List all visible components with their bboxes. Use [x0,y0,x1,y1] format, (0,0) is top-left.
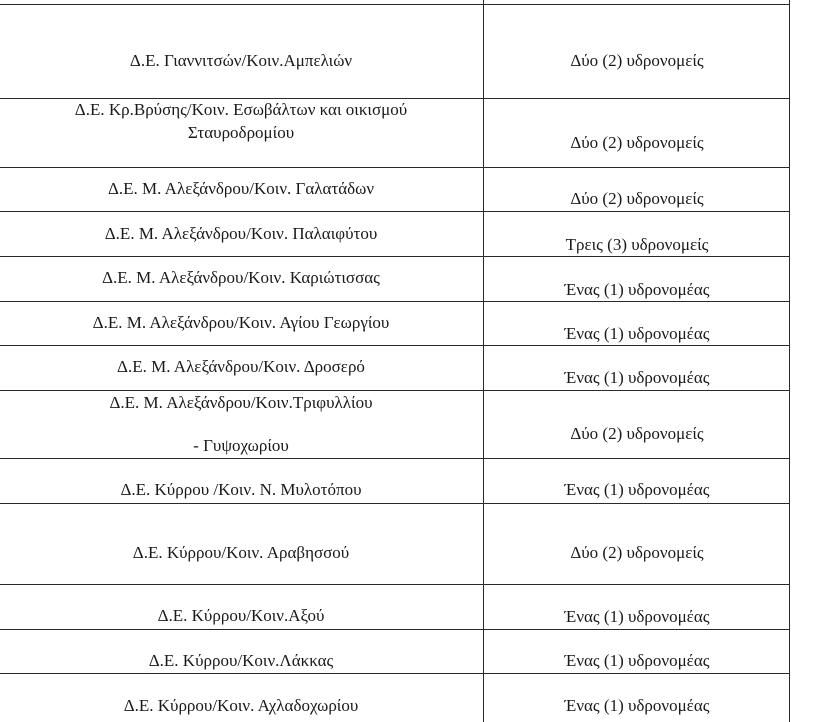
count-cell: Δύο (2) υδρονομείς [570,189,704,208]
count-cell: Ένας (1) υδρονομέας [564,368,710,387]
area-cell: Δ.Ε. Γιαννιτσών/Κοιν.Αμπελιών [129,51,353,70]
row-divider [0,301,790,302]
count-cell: Ένας (1) υδρονομέας [564,280,710,299]
area-cell: Δ.Ε. Μ. Αλεξάνδρου/Κοιν. Δροσερό [117,357,365,376]
area-cell-line2: - Γυψοχωρίου [193,436,289,455]
count-cell: Ένας (1) υδρονομέας [564,607,710,626]
area-cell-line1: Δ.Ε. Μ. Αλεξάνδρου/Κοιν.Τριφυλλίου [109,393,373,412]
row-divider [0,584,790,585]
count-cell: Ένας (1) υδρονομέας [564,480,710,499]
area-cell: Δ.Ε. Μ. Αλεξάνδρου/Κοιν. Αγίου Γεωργίου [92,313,390,332]
count-cell: Ένας (1) υδρονομέας [564,696,710,715]
count-cell: Δύο (2) υδρονομείς [570,51,704,70]
area-cell: Δ.Ε. Κύρρου /Κοιν. Ν. Μυλοτόπου [120,480,362,499]
area-cell-line2: Σταυροδρομίου [187,123,295,142]
area-cell: Δ.Ε. Κύρρου/Κοιν.Αξού [157,606,325,625]
count-cell: Δύο (2) υδρονομείς [570,543,704,562]
area-cell: Δ.Ε. Κύρρου/Κοιν. Αραβησσού [132,543,350,562]
area-cell-line1: Δ.Ε. Κρ.Βρύσης/Κοιν. Εσωβάλτων και οικισμού [74,100,408,119]
row-divider [0,503,790,504]
row-divider [0,4,790,5]
area-cell: Δ.Ε. Μ. Αλεξάνδρου/Κοιν. Γαλατάδων [107,179,375,198]
row-divider [0,256,790,257]
count-cell: Ένας (1) υδρονομέας [564,651,710,670]
count-cell: Ένας (1) υδρονομέας [564,324,710,343]
row-divider [0,211,790,212]
row-divider [0,673,790,674]
row-divider [0,345,790,346]
area-cell: Δ.Ε. Κύρρου/Κοιν.Λάκκας [148,651,334,670]
row-divider [0,629,790,630]
area-cell: Δ.Ε. Μ. Αλεξάνδρου/Κοιν. Παλαιφύτου [104,224,378,243]
row-divider [0,167,790,168]
count-cell: Τρεις (3) υδρονομείς [565,235,709,254]
count-cell: Δύο (2) υδρονομείς [570,424,704,443]
area-cell: Δ.Ε. Κύρρου/Κοιν. Αχλαδοχωρίου [123,696,359,715]
row-divider [0,390,790,391]
area-cell: Δ.Ε. Μ. Αλεξάνδρου/Κοιν. Καριώτισσας [102,268,380,287]
row-divider [0,458,790,459]
count-cell: Δύο (2) υδρονομείς [570,133,704,152]
